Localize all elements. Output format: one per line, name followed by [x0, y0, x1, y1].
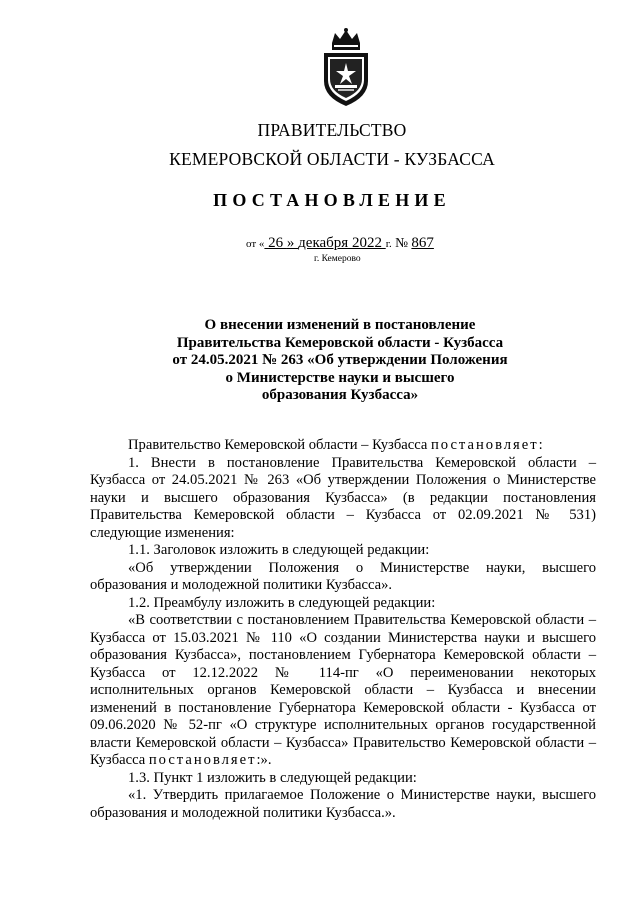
title-line: о Министерстве науки и высшего	[225, 369, 455, 386]
number-sign: №	[391, 235, 412, 250]
item-1: 1. Внести в постановление Правительства Кемеровской области – Кузбасса от 24.05.2021 № 263 «Об утверждении Положения о Министерстве науки и высшего образования Кузбасса» (в редакции постановления Правительства Кемеровской области – Кузбасса от 02.09.2021 № 531) следующие изменения:	[90, 454, 596, 541]
document-title	[140, 317, 540, 405]
item-1-2-text	[90, 612, 596, 770]
date-quote-close: »	[286, 235, 299, 251]
title-line: О внесении изменений в постановление	[204, 317, 476, 333]
title-line: от 24.05.2021 № 263 «Об утверждении Положения	[172, 352, 508, 368]
document-date-number	[246, 235, 434, 252]
government-name-line2: КЕМЕРОВСКОЙ ОБЛАСТИ - КУЗБАССА	[169, 149, 495, 169]
decree-word: постановляет	[148, 752, 257, 768]
intro-text: Правительство Кемеровской области – Кузбасса	[128, 437, 431, 453]
government-name-line1: ПРАВИТЕЛЬСТВО	[257, 120, 407, 140]
title-line: образования Кузбасса»	[261, 387, 419, 403]
document-type: ПОСТАНОВЛЕНИЕ	[213, 190, 451, 210]
item-1-3: 1.3. Пункт 1 изложить в следующей редакции:	[128, 769, 417, 786]
date-month-year: декабря 2022	[298, 235, 386, 251]
item-1-2: 1.2. Преамбулу изложить в следующей редакции:	[128, 594, 436, 611]
item-1-1-text: «Об утверждении Положения о Министерстве науки, высшего образования и молодежной политики Кузбасса».	[90, 559, 596, 593]
date-prefix: от «	[246, 238, 265, 250]
document-body	[90, 437, 596, 822]
date-day: 26	[264, 235, 287, 251]
intro-paragraph	[90, 437, 596, 455]
decree-word: постановляет	[430, 437, 539, 453]
kemerovo-coat-of-arms-icon	[318, 27, 374, 109]
date-year-suffix: г.	[385, 238, 392, 250]
document-number: 867	[411, 235, 434, 251]
intro-end: :	[538, 437, 543, 453]
item-1-2-end: :».	[256, 752, 272, 768]
document-city: г. Кемерово	[314, 254, 361, 264]
title-line: Правительства Кемеровской области - Кузбасса	[176, 334, 504, 351]
item-1-2-body: «В соответствии с постановлением Правительства Кемеровской области – Кузбасса от 15.03.2021 № 110 «О создании Министерства науки и высшего образования Кузбасса», постановлением Губернатора Кемеровской области – Кузбасса от 12.12.2022 № 114-пг «О переименовании некоторых исполнительных органов Кемеровской области – Кузбасса и внесении изменений в постановление Губернатора Кемеровской области - Кузбасса от 09.06.2020 № 52-пг «О структуре исполнительных органов государственной власти Кемеровской области – Кузбасса» Правительство Кемеровской области – Кузбасса	[90, 612, 596, 768]
item-1-3-text: «1. Утвердить прилагаемое Положение о Министерстве науки, высшего образования и молодежной политики Кузбасса.».	[90, 787, 596, 821]
item-1-1: 1.1. Заголовок изложить в следующей редакции:	[128, 542, 430, 558]
